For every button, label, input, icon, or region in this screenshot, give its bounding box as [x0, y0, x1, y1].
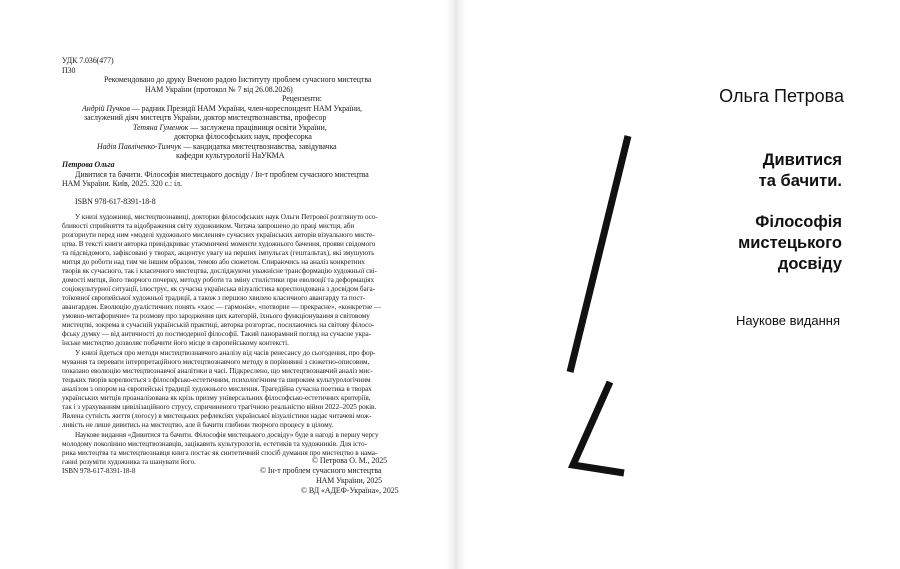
abstract-line: та підсвідомого, зафіксовані у творах, акцентує увагу на перших імпульсах (гештальтах), які змушують [62, 249, 375, 257]
reviewer-line: Андрій Пучков — радник Президії НАМ України, член-кореспондент НАМ України, [82, 104, 362, 113]
reviewers-heading: Рецензенти: [282, 94, 322, 103]
copyright-line: НАМ України, 2025 [316, 476, 383, 485]
bbk-code: П30 [62, 66, 76, 75]
subtitle-line: Філософія [755, 213, 842, 231]
reviewer-line: заслужений діяч мистецтв України, доктор мистецтвознавства, професор [84, 113, 327, 122]
subtitle-line: досвіду [777, 255, 842, 273]
abstract-line: українських митців проаналізована як крізь призму універсальних філософсько-естетичних критеріїв, [62, 394, 371, 402]
bib-author: Петрова Ольга [62, 160, 115, 169]
abstract-line: фську думку — від античності до постмодерної філософії. Такий панорамний погляд на сучасне укра- [62, 330, 371, 338]
abstract-line: розгорнути перед ним «моделі художнього мислення» сучасних українських авторів візуального мисте- [62, 231, 375, 239]
abstract-line: тоїковної європейської художньої традиції, а також з першою хвилею класичного авангарду та пост- [62, 294, 366, 302]
author-name: Ольга Петрова [719, 86, 844, 106]
abstract-line: ганні розуміти художника та шанувати його. [62, 458, 196, 466]
page-gutter [446, 0, 466, 569]
reviewer-line: Надія Павліченко-Тимчук — кандидатка мистецтвознавства, завідувачка [97, 142, 337, 151]
abstract-line: ливість не лише дивитись на мистецтво, але й бачити глибини творчого процесу в цілому. [62, 421, 334, 429]
isbn-bottom: ISBN 978-617-8391-18-8 [62, 467, 136, 475]
copyright-line: © Ін-т проблем сучасного мистецтва [260, 466, 382, 475]
copyright-line: © ВД «АДЕФ-Україна», 2025 [301, 486, 399, 495]
abstract-line: так і з урахуванням цивілізаційного струсу, спричиненого трагічною реальністю війни 2022–2025 років. [62, 403, 377, 411]
abstract-line: соціокультурної ситуації, ілюструє, як сучасна українська візуалістика кореспондована з досвідом бага- [62, 285, 376, 293]
abstract-line: авангардом. Еволюцію дуалістичних понять «хаос — гармонія», «потворне — прекрасне», «конкретне — [62, 303, 381, 311]
abstract-line: У книзі йдеться про методи мистецтвознавчого аналізу від часів ренесансу до сьогодення, про фор- [75, 349, 376, 357]
abstract-line: аналізом з опором на європейські традиції художнього мислення. Трагедійна сучасна поетика в творах [62, 385, 372, 393]
abstract-line: їнське мистецтво дозволяє побачити його місце в європейському контексті. [62, 339, 289, 347]
edition-type: Наукове видання [735, 313, 840, 328]
bib-line: НАМ України. Київ, 2025. 320 с.: іл. [62, 179, 182, 188]
abstract-line: цтва. В тексті книги авторка принідкриває утаємничені моменти художнього бачення, прояви свідомого [62, 240, 376, 248]
angle-stroke [573, 382, 624, 473]
isbn: ISBN 978-617-8391-18-8 [75, 197, 156, 206]
decorative-strokes [520, 130, 640, 490]
abstract-line: умовно-метафоричне» та розмову про зародження цих категорій, їхнього функціонування в світовому [62, 312, 370, 320]
abstract-line: мистецтві, зокрема в сучасній українській практиці, авторка розгортає, посилаючись на світову філосо- [62, 321, 375, 329]
abstract-line: Явлена сутність життя (логосу) в мистецьких рефлексіях української візуалістики надає читачеві мож- [62, 412, 372, 420]
book-subtitle [738, 212, 842, 275]
abstract-line: бливості сприйняття та відображення світу художником. Читача запрошено до праці мистця, аби [62, 222, 355, 230]
book-title [759, 150, 842, 192]
abstract-line: творів як сучасного, так і класичного мистецтва, досліджуючи уважнісне трансформацію художньої сві- [62, 267, 377, 275]
abstract-line: тецьких творів корелюється з філософсько-естетичним, психологічним та широким культурологічним [62, 376, 371, 384]
title-line: Дивитися [762, 151, 842, 169]
abstract-line: мування та переваги інтерпретаційного мистецтвознавчого методу в порівнянні з сюжетно-описовим, [62, 358, 370, 366]
udc-code: УДК 7.036(477) [62, 56, 114, 65]
reviewer-line: кафедри культурології НаУКМА [176, 151, 285, 160]
recommendation-line: НАМ України (протокол № 7 від 26.08.2026) [145, 85, 293, 94]
abstract-line: домості митця, його творчого почерку, методу роботи та зміну стилістики при еволюції та деформаціях [62, 276, 375, 284]
subtitle-line: мистецького [738, 234, 842, 252]
bib-line: Дивитися та бачити. Філософія мистецького досвіду / Ін-т проблем сучасного мистецтва [75, 170, 369, 179]
recommendation-line: Рекомендовано до друку Вченою радою Інституту проблем сучасного мистецтва [104, 75, 372, 84]
reviewer-line: докторка філософських наук, професорка [174, 132, 312, 141]
abstract-line: Наукове видання «Дивитися та бачити. Філософія мистецького досвіду» буде в нагоді в першу чергу [75, 431, 379, 439]
abstract-line: рика мистецтва та мистецтвознавця книга постає як синтетичний спосіб думання про мистецтво в нама- [62, 449, 378, 457]
abstract-line: показано еволюцію мистецтвознавчої аналітики в часі. Підкреслено, що мистецтвознавчий аналіз мис- [62, 367, 373, 375]
abstract-line: У книзі художниці, мистецтвознавиці, докторки філософських наук Ольги Петрової розглянуто осо- [75, 213, 378, 221]
reviewer-line: Тетяна Гуменюк — заслужена працівниця освіти України, [133, 123, 327, 132]
abstract-line: митця до роботи над тим чи іншим образом, темою або сюжетом. Спираючись на аналіз конкретних [62, 258, 365, 266]
abstract-line: молодому поколінню мистецтвознавців, зацікавить культурологів, естетиків та художників. Для істо- [62, 440, 367, 448]
diagonal-stroke [570, 136, 628, 372]
copyright-line: © Петрова О. М., 2025 [312, 456, 388, 465]
title-line: та бачити. [758, 172, 842, 190]
